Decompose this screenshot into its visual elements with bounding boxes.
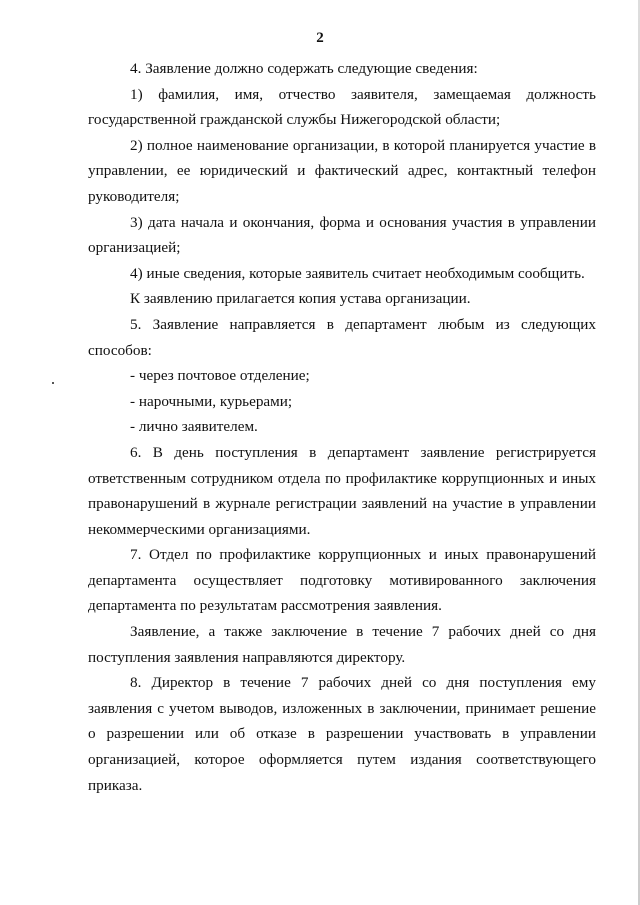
paragraph-subitem-1: 1) фамилия, имя, отчество заявителя, замещаемая должность государственной гражданской службы Нижегородской области; [88,85,596,129]
paragraph-item-7-followup: Заявление, а также заключение в течение 7 рабочих дней со дня поступления заявления направляются директору. [88,623,596,666]
scan-speck [52,382,54,384]
list-item-courier: - нарочными, курьерами; [130,392,293,410]
list-item-in-person: - лично заявителем. [130,418,258,436]
paragraph-subitem-3: 3) дата начала и окончания, форма и основания участия в управлении организацией; [88,213,596,257]
paragraph-attachment-note: К заявлению прилагается копия устава организации. [130,290,471,308]
paragraph-item-8: 8. Директор в течение 7 рабочих дней со дня поступления ему заявления с учетом выводов, изложенных в заключении, принимает решение о разрешении или об отказе в разрешении участвовать в управлении организацией, которое оформляется путем издания соответствующего приказа. [88,674,596,794]
document-body [88,56,596,798]
paragraph-item-7: 7. Отдел по профилактике коррупционных и иных правонарушений департамента осуществляет подготовку мотивированного заключения департамента по результатам рассмотрения заявления. [88,546,596,615]
page-number: 2 [316,30,324,46]
paragraph-item-5: 5. Заявление направляется в департамент любым из следующих способов: [88,315,596,359]
paragraph-subitem-4: 4) иные сведения, которые заявитель считает необходимым сообщить. [130,264,585,282]
list-item-post: - через почтовое отделение; [130,367,310,385]
paragraph-item-4-intro: 4. Заявление должно содержать следующие сведения: [130,60,478,77]
paragraph-subitem-2: 2) полное наименование организации, в которой планируется участие в управлении, ее юридический и фактический адрес, контактный телефон руководителя; [88,136,596,205]
paragraph-item-6: 6. В день поступления в департамент заявление регистрируется ответственным сотрудником отдела по профилактике коррупционных и иных правонарушений в журнале регистрации заявлений на участие в управлении некоммерческими организациями. [88,443,596,538]
